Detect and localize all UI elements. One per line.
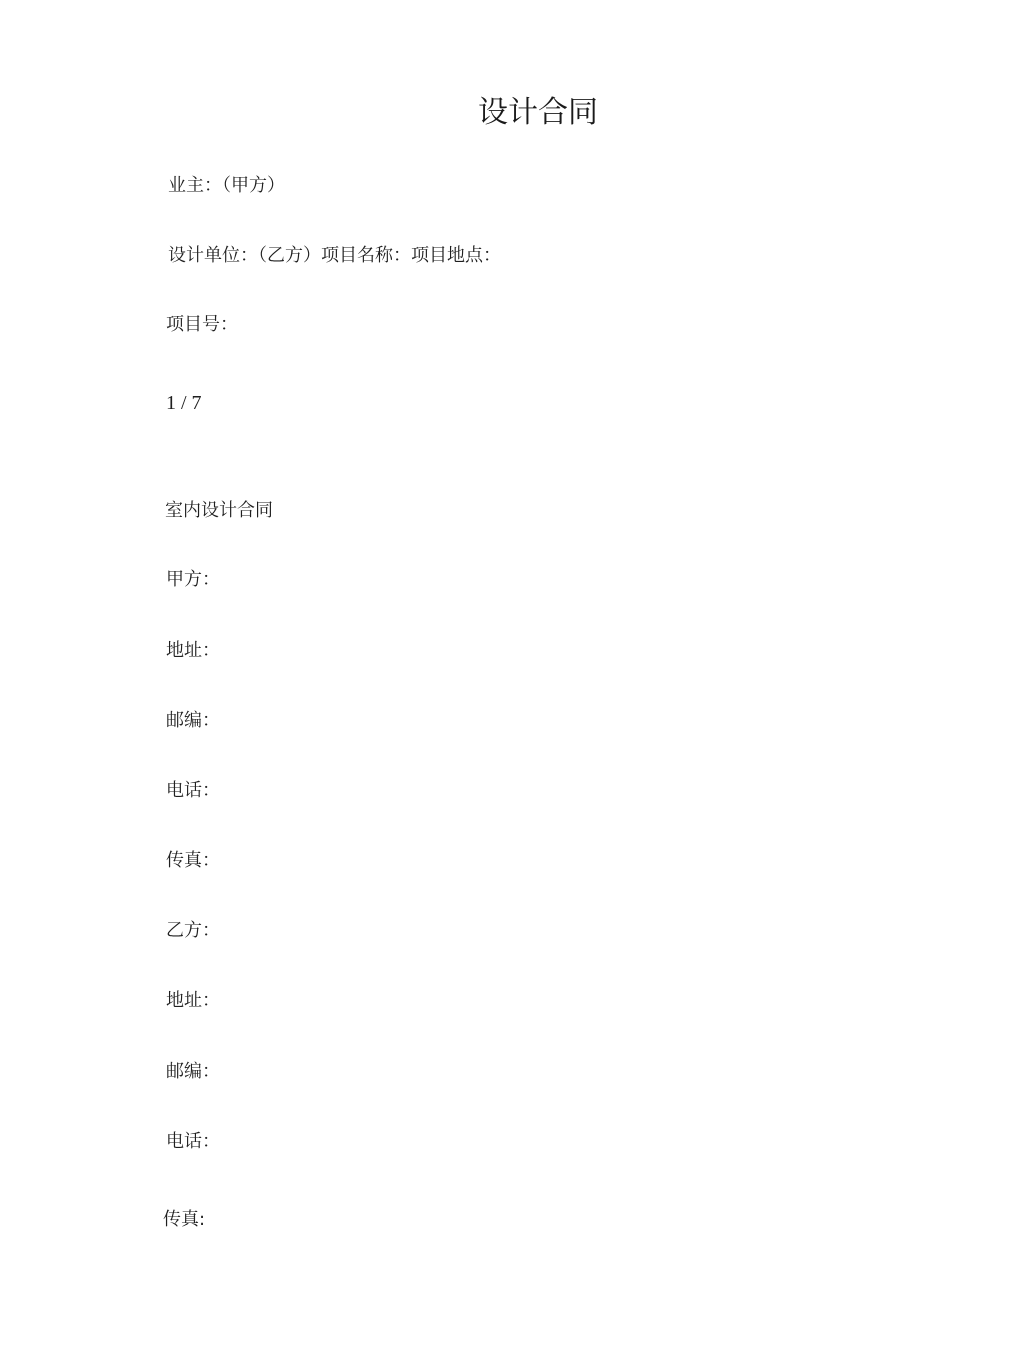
document-title: 设计合同	[478, 95, 598, 130]
party-a-label: 甲方：	[166, 569, 220, 590]
party-a-fax-label: 传真：	[166, 850, 220, 871]
party-b-fax-label: 传真:	[163, 1209, 206, 1230]
party-b-address-label: 地址：	[166, 990, 220, 1011]
party-b-phone-label: 电话：	[166, 1131, 220, 1152]
owner-label: 业主：（甲方）	[168, 175, 285, 196]
project-number-label: 项目号：	[166, 314, 238, 335]
party-b-postcode-label: 邮编：	[166, 1061, 220, 1082]
party-a-address-label: 地址：	[166, 640, 220, 661]
contract-heading: 室内设计合同	[165, 500, 273, 521]
party-b-label: 乙方：	[166, 920, 220, 941]
designer-project-line: 设计单位：（乙方）项目名称：项目地点：	[168, 245, 501, 266]
party-a-postcode-label: 邮编：	[166, 710, 220, 731]
page-number: 1 / 7	[166, 392, 202, 414]
party-a-phone-label: 电话：	[166, 780, 220, 801]
